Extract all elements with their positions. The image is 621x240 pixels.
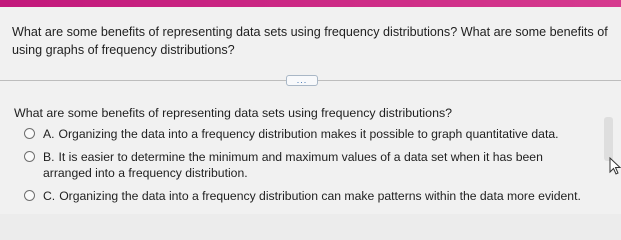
radio-button-b[interactable]: [24, 151, 35, 162]
sub-question-text: What are some benefits of representing data sets using frequency distributions?: [14, 106, 453, 120]
question-panel: [0, 7, 621, 214]
main-question-text: What are some benefits of representing data sets using frequency distributions? What are some benefits of using graphs of frequency distributions?: [12, 25, 608, 57]
option-letter: B.: [43, 150, 55, 164]
option-text: Organizing the data into a frequency distribution makes it possible to graph quantitative data.: [58, 127, 559, 141]
option-text: Organizing the data into a frequency distribution can make patterns within the data more evident.: [59, 189, 581, 203]
mouse-pointer-icon: [609, 157, 621, 175]
top-accent-bar: [0, 0, 621, 7]
scrollbar-track[interactable]: [604, 117, 613, 161]
option-text: It is easier to determine the minimum and maximum values of a data set when it has been arranged into a frequency distribution.: [43, 150, 543, 180]
radio-button-a[interactable]: [24, 128, 35, 139]
expand-more-button[interactable]: ...: [286, 75, 318, 86]
option-letter: A.: [43, 127, 55, 141]
option-letter: C.: [43, 189, 56, 203]
option-b-label: [43, 149, 583, 181]
option-c-label: [43, 188, 583, 204]
radio-button-c[interactable]: [24, 190, 35, 201]
option-a-label: [43, 126, 583, 142]
